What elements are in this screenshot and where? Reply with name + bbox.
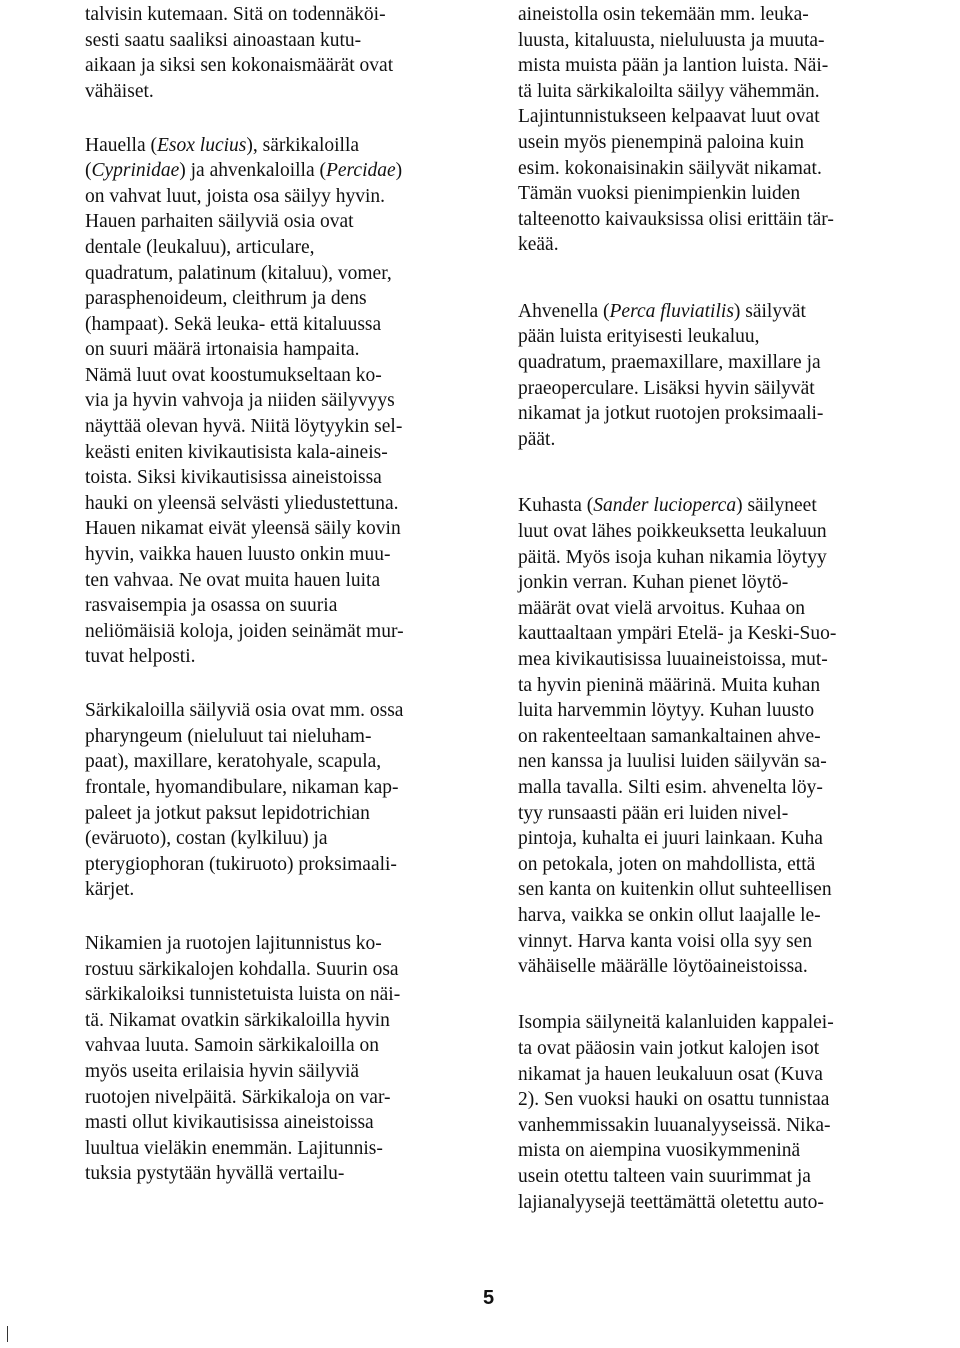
text-line: luut ovat lähes poikkeuksetta leukaluun	[518, 521, 827, 542]
text-line: (Cyprinidae) ja ahvenkaloilla (Percidae)	[85, 160, 403, 182]
text-line: pharyngeum (nieluluut tai nieluham-	[85, 725, 372, 747]
text-line: särkikaloiksi tunnistetuista luista on näi-	[85, 984, 401, 1006]
text-line: harva, vaikka se onkin ollut laajalle le-	[518, 904, 821, 926]
paragraph	[85, 698, 477, 903]
text-line: Särkikaloilla säilyviä osia ovat mm. ossa	[85, 700, 404, 722]
text-line: Hauen parhaiten säilyviä osia ovat	[85, 211, 354, 233]
text-line: nikamat ja jotkut ruotojen proksimaali-	[518, 403, 824, 425]
text-line: ta ovat pääosin vain jotkut kalojen isot	[518, 1038, 820, 1059]
text-line: mista on aiempina vuosikymmeninä	[518, 1140, 801, 1162]
text-line: pterygiophoran (tukiruoto) proksimaali-	[85, 853, 397, 875]
text-line: Lajintunnistukseen kelpaavat luut ovat	[518, 106, 820, 128]
text-line: tä. Nikamat ovatkin särkikaloilla hyvin	[85, 1009, 390, 1031]
text-line: tä luita särkikaloilta säilyy vähemmän.	[518, 80, 820, 102]
text-line: quadratum, palatinum (kitaluu), vomer,	[85, 262, 392, 284]
text-line: usein myös pienempinä paloina kuin	[518, 131, 804, 153]
text-line: lajianalyysejä teettämättä oletettu auto-	[518, 1191, 824, 1213]
text-line: luita harvemmin löytyy. Kuhan luusto	[518, 700, 815, 722]
text-line: rasvaisempia ja osassa on suuria	[85, 595, 338, 617]
text-line: Tämän vuoksi pienimpienkin luiden	[518, 183, 801, 205]
text-line: Nämä luut ovat koostumukseltaan ko-	[85, 364, 382, 386]
text-line: paleet ja jotkut paksut lepidotrichian	[85, 802, 370, 824]
text-line: mista muista pään ja lantion luista. Näi-	[518, 55, 829, 77]
text-line: keää.	[518, 234, 559, 256]
text-line: pään luista erityisesti leukaluu,	[518, 326, 760, 348]
text-line: praeoperculare. Lisäksi hyvin säilyvät	[518, 377, 815, 399]
text-line: Nikamien ja ruotojen lajitunnistus ko-	[85, 933, 382, 955]
text-line: jonkin verran. Kuhan pienet löytö-	[518, 572, 789, 594]
text-line: vähäiset.	[85, 80, 154, 102]
text-line: (eväruoto), costan (kylkiluu) ja	[85, 828, 328, 850]
text-line: nikamat ja hauen leukaluun osat (Kuva	[518, 1063, 823, 1085]
text-line: via ja hyvin vahvoja ja niiden säilyvyys	[85, 390, 395, 412]
text-line: Isompia säilyneitä kalanluiden kappalei-	[518, 1012, 834, 1034]
text-line: hauki on yleensä selvästi yliedustettuna.	[85, 492, 399, 514]
text-line: on petokala, joten on mahdollista, että	[518, 853, 816, 875]
paragraph	[518, 299, 910, 453]
text-line: hyvin, vaikka hauen luusto onkin muu-	[85, 544, 391, 566]
text-line: esim. kokonaisinakin säilyvät nikamat.	[518, 157, 822, 179]
text-line: talteenotto kaivauksissa olisi erittäin tär-	[518, 208, 834, 230]
paragraph	[518, 1010, 910, 1215]
text-line: luultua vieläkin enemmän. Lajitunnis-	[85, 1137, 383, 1159]
text-line: masti ollut kivikautisissa aineistoissa	[85, 1112, 374, 1134]
text-line: on vahvat luut, joista osa säilyy hyvin.	[85, 185, 386, 207]
text-line: Ahvenella (Perca fluviatilis) säilyvät	[518, 300, 806, 322]
text-line: 2). Sen vuoksi hauki on osattu tunnistaa	[518, 1089, 830, 1111]
text-line: vähäiselle määrälle löytöaineistoissa.	[518, 956, 808, 978]
text-line: Hauen nikamat eivät yleensä säily kovin	[85, 518, 401, 540]
text-line: usein otettu talteen vain suurimmat ja	[518, 1165, 811, 1187]
text-line: tyy runsaasti pään eri luiden nivel-	[518, 802, 789, 824]
text-line: aikaan ja siksi sen kokonaismäärät ovat	[85, 55, 394, 77]
text-line: ten vahvaa. Ne ovat muita hauen luita	[85, 569, 381, 591]
text-line: vinnyt. Harva kanta voisi olla syy sen	[518, 930, 813, 952]
paragraph	[518, 2, 910, 258]
text-line: määrät ovat vielä arvoitus. Kuhaa on	[518, 597, 805, 619]
text-line: keästi eniten kivikautisista kala-aineis-	[85, 441, 388, 463]
text-line: neliömäisiä koloja, joiden seinämät mur-	[85, 620, 404, 642]
text-line: kärjet.	[85, 879, 135, 901]
text-line: rostuu särkikalojen kohdalla. Suurin osa	[85, 958, 399, 980]
text-line: päät.	[518, 428, 556, 450]
page-number: 5	[483, 1287, 495, 1309]
text-line: ta hyvin pieninä määrinä. Muita kuhan	[518, 674, 821, 696]
text-line: (hampaat). Sekä leuka- että kitaluussa	[85, 313, 382, 335]
text-line: on rakenteeltaan samankaltainen ahve-	[518, 725, 821, 747]
text-line: toista. Siksi kivikautisissa aineistoissa	[85, 467, 382, 489]
left-column	[85, 2, 477, 1187]
paragraph	[85, 133, 477, 670]
text-line: kauttaaltaan ympäri Etelä- ja Keski-Suo-	[518, 623, 837, 645]
text-line: sen kanta on kuitenkin ollut suhteellisen	[518, 879, 832, 901]
text-line: sesti saatu saaliksi ainoastaan kutu-	[85, 29, 362, 51]
text-line: quadratum, praemaxillare, maxillare ja	[518, 352, 821, 374]
text-line: nen kanssa ja luulisi luiden säilyvän sa-	[518, 751, 827, 773]
text-line: parasphenoideum, cleithrum ja dens	[85, 288, 367, 310]
text-line: paat), maxillare, keratohyale, scapula,	[85, 751, 382, 773]
text-line: luusta, kitaluusta, nieluluusta ja muuta-	[518, 29, 825, 51]
text-line: tuksia pystytään hyvällä vertailu-	[85, 1163, 345, 1185]
text-line: päitä. Myös isoja kuhan nikamia löytyy	[518, 546, 827, 568]
paragraph	[85, 2, 477, 104]
text-line: dentale (leukaluu), articulare,	[85, 236, 315, 258]
text-line: vahvaa luuta. Samoin särkikaloilla on	[85, 1035, 380, 1057]
text-line: talvisin kutemaan. Sitä on todennäköi-	[85, 4, 386, 25]
paragraph	[518, 493, 910, 979]
text-line: pintoja, kuhalta ei juuri lainkaan. Kuha	[518, 828, 823, 850]
text-line: on suuri määrä irtonaisia hampaita.	[85, 339, 360, 361]
paragraph	[85, 931, 477, 1187]
text-line: aineistolla osin tekemään mm. leuka-	[518, 4, 809, 25]
text-line: tuvat helposti.	[85, 646, 196, 668]
right-column	[518, 2, 910, 1215]
text-line: Kuhasta (Sander lucioperca) säilyneet	[518, 495, 817, 517]
text-line: näyttää olevan hyvä. Niitä löytyykin sel-	[85, 416, 403, 438]
scan-edge-mark	[7, 1326, 8, 1342]
text-line: ruotojen nivelpäitä. Särkikaloja on var-	[85, 1086, 391, 1108]
text-line: malla tavalla. Silti esim. ahvenelta löy-	[518, 776, 823, 798]
text-line: myös useita erilaisia hyvin säilyviä	[85, 1061, 360, 1083]
text-line: vanhemmissakin luuanalyyseissä. Nika-	[518, 1114, 831, 1136]
text-line: Hauella (Esox lucius), särkikaloilla	[85, 134, 360, 156]
text-line: mea kivikautisissa luuaineistoissa, mut-	[518, 648, 828, 670]
text-line: frontale, hyomandibulare, nikaman kap-	[85, 776, 399, 798]
